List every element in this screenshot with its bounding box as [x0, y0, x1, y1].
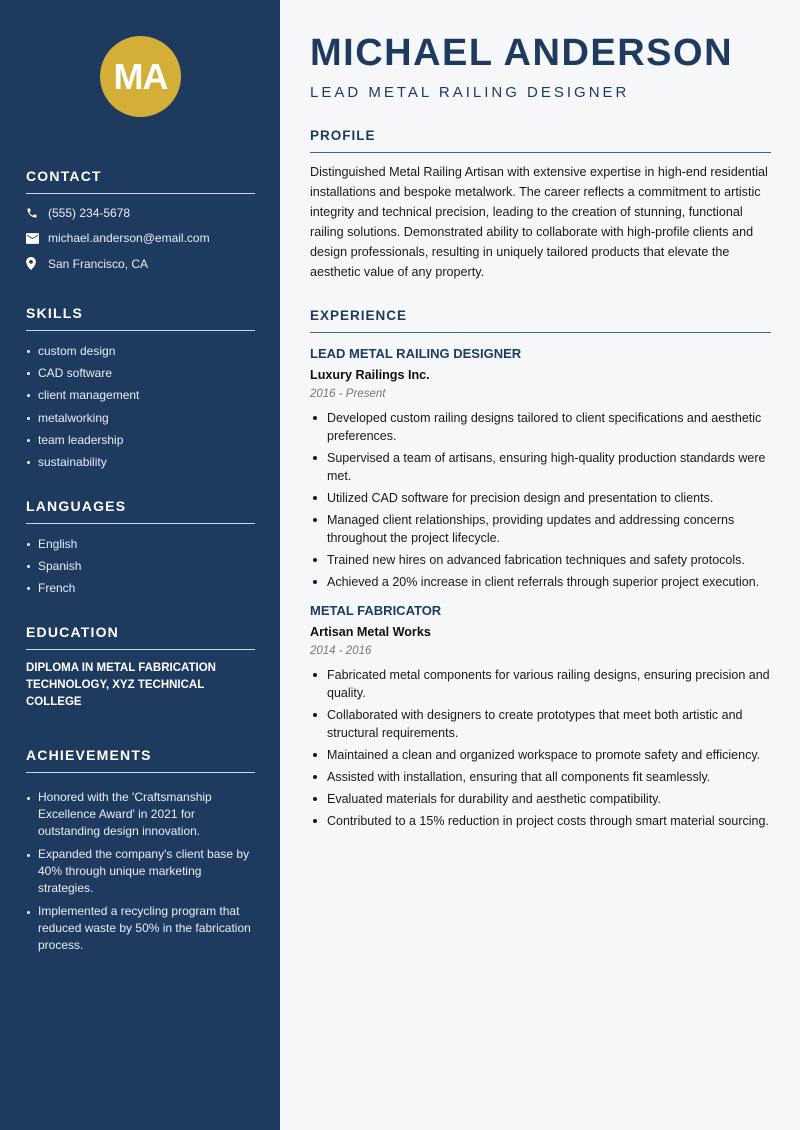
job-bullets — [310, 409, 771, 591]
candidate-name: MICHAEL ANDERSON — [310, 32, 734, 74]
language-item: Spanish — [26, 555, 255, 577]
achievement-item: Honored with the 'Craftsmanship Excellence Award' in 2021 for outstanding design innovation. — [26, 789, 255, 840]
experience-section — [310, 308, 771, 834]
job-bullets — [310, 666, 771, 830]
job-bullet: Assisted with installation, ensuring that all components fit seamlessly. — [310, 768, 771, 786]
skills-section — [26, 305, 255, 473]
sidebar — [0, 0, 280, 1130]
profile-summary: Distinguished Metal Railing Artisan with extensive expertise in high-end residential installations and bespoke metalwork. The career reflects a commitment to artistic integrity and technical precision, leading to the creation of stunning, functional railing solutions. Demonstrated ability to collaborate with high-profile clients and design professionals, resulting in uniquely tailored products that elevate the aesthetic value of any property. — [310, 165, 768, 279]
contact-email[interactable] — [26, 226, 255, 252]
job-bullet: Fabricated metal components for various railing designs, ensuring precision and quality. — [310, 666, 771, 702]
skill-item: CAD software — [26, 362, 255, 384]
job-entry — [310, 346, 771, 591]
skills-heading: SKILLS — [26, 305, 255, 331]
job-entry — [310, 603, 771, 830]
job-dates: 2016 - Present — [310, 388, 386, 400]
candidate-role: LEAD METAL RAILING DESIGNER — [310, 84, 630, 101]
job-bullet: Maintained a clean and organized workspace to promote safety and efficiency. — [310, 746, 771, 764]
profile-section — [310, 128, 771, 282]
job-bullet: Achieved a 20% increase in client referrals through superior project execution. — [310, 573, 771, 591]
contact-location — [26, 251, 255, 277]
job-bullet: Supervised a team of artisans, ensuring high-quality production standards were met. — [310, 449, 771, 485]
languages-section — [26, 498, 255, 600]
education-section — [26, 624, 255, 711]
job-company: Luxury Railings Inc. — [310, 368, 430, 382]
achievements-list — [26, 789, 255, 954]
skill-item: sustainability — [26, 451, 255, 473]
avatar-initials: MA — [113, 55, 168, 97]
skill-item: metalworking — [26, 407, 255, 429]
job-dates: 2014 - 2016 — [310, 645, 372, 657]
job-bullet: Managed client relationships, providing updates and addressing concerns throughout the project lifecycle. — [310, 511, 771, 547]
education-degree: DIPLOMA IN METAL FABRICATION TECHNOLOGY, XYZ TECHNICAL COLLEGE — [26, 662, 216, 708]
avatar — [100, 36, 181, 117]
email-text: michael.anderson@email.com — [48, 231, 210, 246]
job-bullet: Collaborated with designers to create prototypes that meet both artistic and structural requirements. — [310, 706, 771, 742]
experience-heading: EXPERIENCE — [310, 308, 771, 333]
skills-list — [26, 340, 255, 473]
achievement-item: Expanded the company's client base by 40% through unique marketing strategies. — [26, 846, 255, 897]
job-bullet: Utilized CAD software for precision design and presentation to clients. — [310, 489, 771, 507]
phone-icon — [26, 207, 48, 219]
languages-heading: LANGUAGES — [26, 498, 255, 524]
achievement-item: Implemented a recycling program that reduced waste by 50% in the fabrication process. — [26, 903, 255, 954]
skill-item: client management — [26, 384, 255, 406]
achievements-heading: ACHIEVEMENTS — [26, 747, 255, 773]
contact-heading: CONTACT — [26, 168, 255, 194]
achievements-section — [26, 747, 255, 960]
job-bullet: Developed custom railing designs tailored to client specifications and aesthetic preferences. — [310, 409, 771, 445]
job-title: METAL FABRICATOR — [310, 603, 442, 618]
location-text: San Francisco, CA — [48, 256, 149, 271]
contact-phone[interactable] — [26, 200, 255, 226]
education-heading: EDUCATION — [26, 624, 255, 650]
email-icon — [26, 233, 48, 244]
language-item: English — [26, 533, 255, 555]
job-company: Artisan Metal Works — [310, 625, 431, 639]
job-bullet: Trained new hires on advanced fabrication techniques and safety protocols. — [310, 551, 771, 569]
skill-item: custom design — [26, 340, 255, 362]
job-title: LEAD METAL RAILING DESIGNER — [310, 346, 522, 361]
language-item: French — [26, 577, 255, 599]
profile-heading: PROFILE — [310, 128, 771, 153]
job-bullet: Evaluated materials for durability and aesthetic compatibility. — [310, 790, 771, 808]
skill-item: team leadership — [26, 429, 255, 451]
phone-text: (555) 234-5678 — [48, 205, 131, 220]
job-bullet: Contributed to a 15% reduction in project costs through smart material sourcing. — [310, 812, 771, 830]
contact-section — [26, 168, 255, 277]
location-pin-icon — [26, 257, 48, 270]
languages-list — [26, 533, 255, 600]
